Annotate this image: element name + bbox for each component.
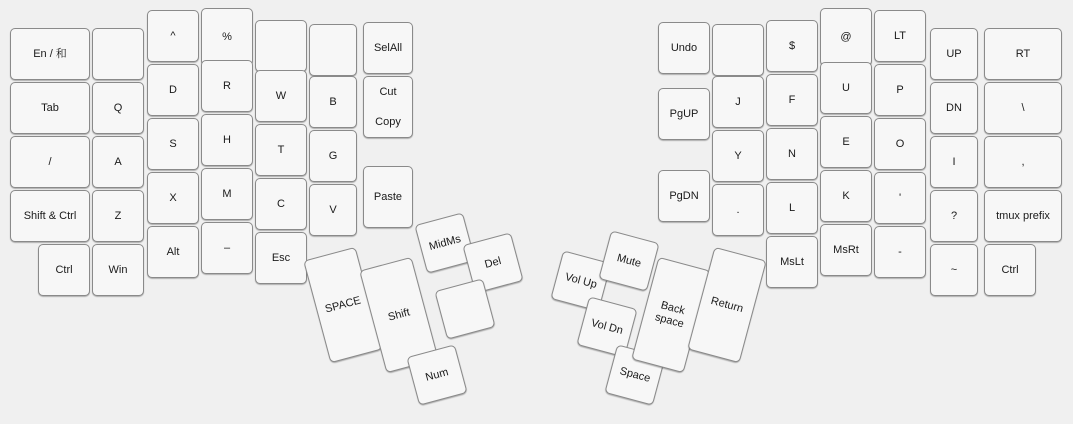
key-left-blank-4[interactable] xyxy=(255,20,307,72)
key-right-thumb-mute-1[interactable] xyxy=(598,230,659,291)
key-label: U xyxy=(842,81,850,94)
key-right-blank-25[interactable] xyxy=(930,190,978,242)
key-left-z-21[interactable] xyxy=(92,190,144,242)
key-label: tmux prefix xyxy=(996,209,1050,222)
key-left-selall-6[interactable] xyxy=(363,22,413,74)
key-left-paste-26[interactable] xyxy=(363,166,413,228)
key-left-h-17[interactable] xyxy=(201,114,253,166)
key-label: O xyxy=(895,137,905,150)
key-label: Z xyxy=(114,209,122,222)
key-right-up-5[interactable] xyxy=(930,28,978,80)
key-left-win-28[interactable] xyxy=(92,244,144,296)
key-left-m-23[interactable] xyxy=(201,168,253,220)
key-right-blank-30[interactable] xyxy=(930,244,978,296)
key-label: Shift & Ctrl xyxy=(23,209,77,222)
key-label: Cut xyxy=(379,85,397,98)
key-label: Space xyxy=(618,364,652,385)
key-right-p-11[interactable] xyxy=(874,64,926,116)
key-label: Y xyxy=(734,149,742,162)
key-left-en-0[interactable] xyxy=(10,28,90,80)
key-label: Undo xyxy=(670,41,698,54)
key-right-blank-1[interactable] xyxy=(712,24,764,76)
key-left-blank-2[interactable] xyxy=(147,10,199,62)
key-label: SelAll xyxy=(373,41,403,54)
key-label: % xyxy=(222,30,232,43)
key-right-u-10[interactable] xyxy=(820,62,872,114)
key-label: Paste xyxy=(373,190,403,203)
key-right-k-23[interactable] xyxy=(820,170,872,222)
key-label: PgUP xyxy=(669,107,699,120)
key-label: L xyxy=(788,201,796,214)
key-left-b-12[interactable] xyxy=(309,76,357,128)
key-label: K xyxy=(842,189,850,202)
key-label: T xyxy=(277,143,285,156)
key-label: W xyxy=(275,89,287,102)
key-left-shift-ctrl-20[interactable] xyxy=(10,190,90,242)
key-label: @ xyxy=(840,30,852,43)
key-label: P xyxy=(896,83,904,96)
key-label: Win xyxy=(108,263,128,276)
key-label: , xyxy=(1021,155,1025,168)
key-label: Ctrl xyxy=(55,263,73,276)
key-left-cut-copy-13[interactable] xyxy=(363,76,413,138)
key-right-n-16[interactable] xyxy=(766,128,818,180)
key-label: Esc xyxy=(271,251,291,264)
key-right-undo-0[interactable] xyxy=(658,22,710,74)
key-right-thumb-return-5[interactable] xyxy=(687,247,767,363)
key-left-s-16[interactable] xyxy=(147,118,199,170)
key-label: Ctrl xyxy=(1001,263,1019,276)
key-left-a-15[interactable] xyxy=(92,136,144,188)
key-right-pgdn-14[interactable] xyxy=(658,170,710,222)
key-label: Del xyxy=(483,254,503,271)
key-right-dn-12[interactable] xyxy=(930,82,978,134)
key-left-ctrl-27[interactable] xyxy=(38,244,90,296)
key-left-w-11[interactable] xyxy=(255,70,307,122)
key-label: N xyxy=(788,147,796,160)
key-right-pgup-7[interactable] xyxy=(658,88,710,140)
key-label: I xyxy=(952,155,956,168)
key-left-blank-5[interactable] xyxy=(309,24,357,76)
key-label: RT xyxy=(1015,47,1031,60)
key-right-tmux-prefix-26[interactable] xyxy=(984,190,1062,242)
key-left-d-9[interactable] xyxy=(147,64,199,116)
key-label: – xyxy=(223,241,231,254)
key-left-tab-7[interactable] xyxy=(10,82,90,134)
key-right-rt-6[interactable] xyxy=(984,28,1062,80)
key-label: V xyxy=(329,203,337,216)
key-label: H xyxy=(223,133,231,146)
key-label: DN xyxy=(946,101,962,114)
key-label: Q xyxy=(113,101,123,114)
key-label: MsRt xyxy=(833,243,859,256)
key-left-blank-14[interactable] xyxy=(10,136,90,188)
key-label: MidMs xyxy=(427,232,463,253)
key-label: . xyxy=(736,203,740,216)
key-left-blank-1[interactable] xyxy=(92,28,144,80)
key-label: SPACE xyxy=(323,294,363,316)
key-label: Tab xyxy=(41,101,59,114)
key-label: Mute xyxy=(615,251,643,270)
key-label: PgDN xyxy=(669,189,699,202)
key-left-esc-31[interactable] xyxy=(255,232,307,284)
key-label: S xyxy=(169,137,177,150)
key-label: F xyxy=(788,93,796,106)
key-left-q-8[interactable] xyxy=(92,82,144,134)
key-right-blank-13[interactable] xyxy=(984,82,1062,134)
key-right-j-8[interactable] xyxy=(712,76,764,128)
key-label: ^ xyxy=(170,29,176,42)
key-right-blank-24[interactable] xyxy=(874,172,926,224)
key-label: MsLt xyxy=(780,255,804,268)
key-label: $ xyxy=(788,39,796,52)
key-label: - xyxy=(898,245,902,258)
key-label: Alt xyxy=(166,245,180,258)
key-right-msrt-28[interactable] xyxy=(820,224,872,276)
key-left-c-24[interactable] xyxy=(255,178,307,230)
key-left-blank-3[interactable] xyxy=(201,8,253,66)
key-label: \ xyxy=(1021,101,1025,114)
key-right-mslt-27[interactable] xyxy=(766,236,818,288)
key-label: / xyxy=(48,155,52,168)
key-left-alt-29[interactable] xyxy=(147,226,199,278)
key-label: Num xyxy=(424,365,450,384)
key-label: UP xyxy=(946,47,962,60)
key-left-blank-30[interactable] xyxy=(201,222,253,274)
key-right-y-15[interactable] xyxy=(712,130,764,182)
key-label: Return xyxy=(709,294,745,315)
key-label: C xyxy=(277,197,285,210)
key-label: ~ xyxy=(950,263,958,276)
key-left-g-19[interactable] xyxy=(309,130,357,182)
key-label: M xyxy=(222,187,232,200)
key-right-l-22[interactable] xyxy=(766,182,818,234)
key-right-e-17[interactable] xyxy=(820,116,872,168)
key-label: Vol Up xyxy=(563,270,599,291)
key-label: E xyxy=(842,135,850,148)
key-left-v-25[interactable] xyxy=(309,184,357,236)
key-right-blank-20[interactable] xyxy=(984,136,1062,188)
key-label: LT xyxy=(893,29,907,42)
key-left-r-10[interactable] xyxy=(201,60,253,112)
key-label: G xyxy=(328,149,338,162)
key-label: X xyxy=(169,191,177,204)
key-label: A xyxy=(114,155,122,168)
key-label: Shift xyxy=(386,306,412,324)
key-label: D xyxy=(169,83,177,96)
key-right-o-18[interactable] xyxy=(874,118,926,170)
key-label: Back space xyxy=(653,299,687,331)
key-right-f-9[interactable] xyxy=(766,74,818,126)
key-label: Copy xyxy=(375,115,401,128)
key-label: J xyxy=(735,95,741,108)
key-label: ' xyxy=(898,191,902,204)
key-right-blank-3[interactable] xyxy=(820,8,872,66)
key-right-i-19[interactable] xyxy=(930,136,978,188)
key-label: Vol Dn xyxy=(589,316,625,337)
key-left-t-18[interactable] xyxy=(255,124,307,176)
key-right-blank-2[interactable] xyxy=(766,20,818,72)
key-label: ? xyxy=(950,209,958,222)
key-right-blank-21[interactable] xyxy=(712,184,764,236)
key-right-ctrl-31[interactable] xyxy=(984,244,1036,296)
key-label: B xyxy=(329,95,337,108)
key-right-lt-4[interactable] xyxy=(874,10,926,62)
key-label: R xyxy=(223,79,231,92)
key-left-x-22[interactable] xyxy=(147,172,199,224)
key-right-blank-29[interactable] xyxy=(874,226,926,278)
key-label: En / 和 xyxy=(33,47,67,60)
